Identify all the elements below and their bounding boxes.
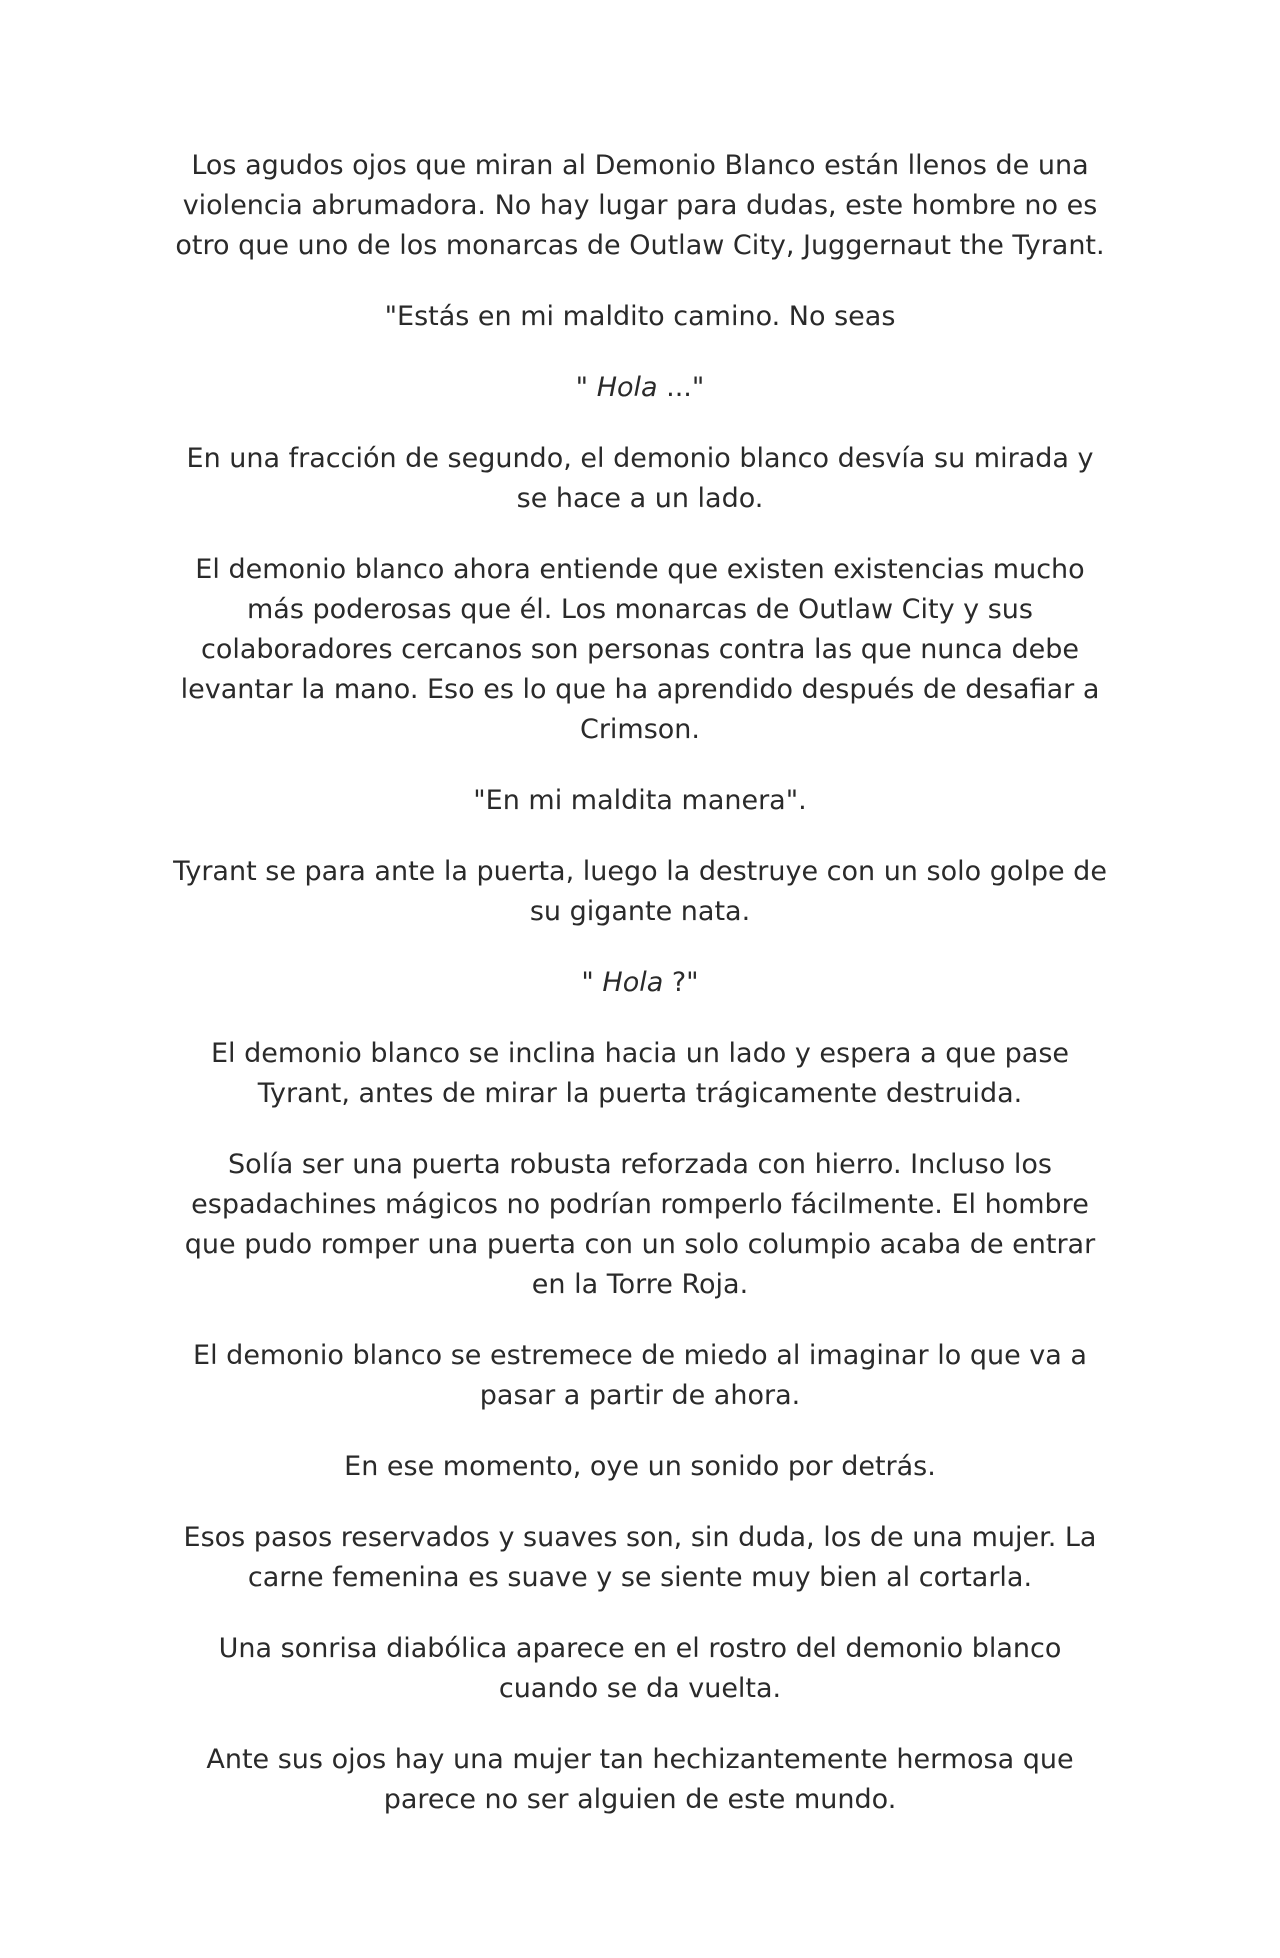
paragraph: Ante sus ojos hay una mujer tan hechizantemente hermosa que parece no ser alguien de este mundo. [206,1744,1074,1815]
document-page [170,146,1110,1851]
paragraph: "En mi maldita manera". [473,785,807,816]
quote-open: " [575,372,597,403]
italic-word: Hola [602,967,664,998]
paragraph: En ese momento, oye un sonido por detrás. [344,1451,936,1482]
paragraph: "Estás en mi maldito camino. No seas [384,301,896,332]
paragraph: Esos pasos reservados y suaves son, sin duda, los de una mujer. La carne femenina es suave y se siente muy bien al cortarla. [183,1522,1097,1593]
quote-close: ..." [657,372,705,403]
quote-open: " [581,967,603,998]
paragraph: El demonio blanco se estremece de miedo al imaginar lo que va a pasar a partir de ahora. [193,1340,1087,1411]
paragraph: El demonio blanco ahora entiende que existen existencias mucho más poderosas que él. Los monarcas de Outlaw City y sus colaboradores cercanos son personas contra las que nunca debe levantar la mano. Eso es lo que ha aprendido después de desafiar a Crimson. [180,554,1100,745]
paragraph: Una sonrisa diabólica aparece en el rostro del demonio blanco cuando se da vuelta. [218,1633,1062,1704]
paragraph: En una fracción de segundo, el demonio blanco desvía su mirada y se hace a un lado. [186,443,1094,514]
italic-word: Hola [596,372,658,403]
paragraph: Tyrant se para ante la puerta, luego la destruye con un solo golpe de su gigante nata. [173,856,1107,927]
quote-close: ?" [663,967,699,998]
paragraph: Los agudos ojos que miran al Demonio Blanco están llenos de una violencia abrumadora. No hay lugar para dudas, este hombre no es otro que uno de los monarcas de Outlaw City, Juggernaut the Tyrant. [175,150,1105,261]
dialogue-line-hola-question [170,963,1110,1003]
paragraph: El demonio blanco se inclina hacia un lado y espera a que pase Tyrant, antes de mirar la puerta trágicamente destruida. [210,1038,1069,1109]
paragraph: Solía ser una puerta robusta reforzada con hierro. Incluso los espadachines mágicos no podrían romperlo fácilmente. El hombre que pudo romper una puerta con un solo columpio acaba de entrar en la Torre Roja. [184,1149,1096,1300]
dialogue-line-hola [170,368,1110,408]
